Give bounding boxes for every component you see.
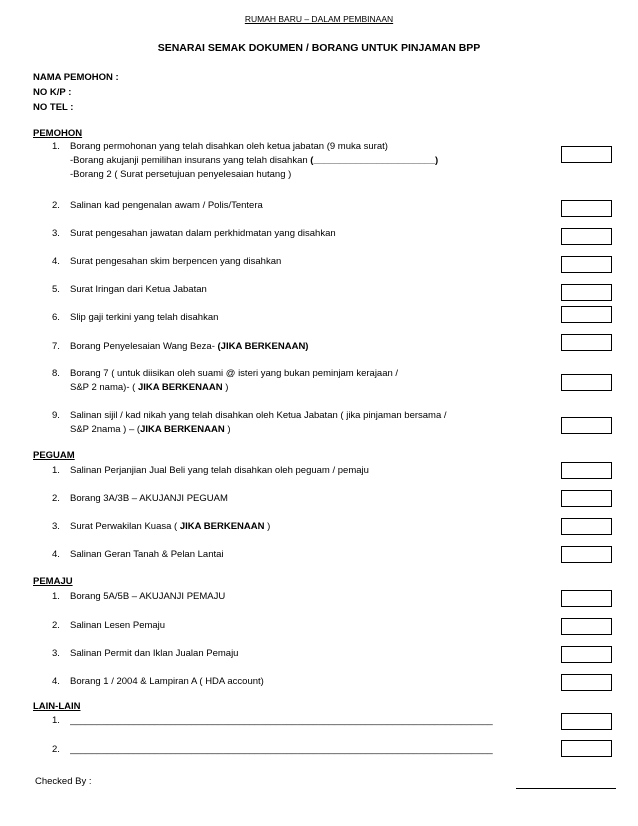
item-number: 2. (52, 493, 60, 504)
checkbox-pemohon-5[interactable] (561, 284, 612, 301)
item-text: Borang 1 / 2004 & Lampiran A ( HDA account) (70, 676, 264, 687)
item-text-bold: (JIKA BERKENAAN) (217, 341, 309, 352)
item-number: 1. (52, 141, 60, 152)
checkbox-lain-lain-1[interactable] (561, 713, 612, 730)
item-text: Surat pengesahan jawatan dalam perkhidmatan yang disahkan (70, 228, 336, 239)
item-text: ) (264, 521, 271, 532)
item-number: 1. (52, 465, 60, 476)
top-title: RUMAH BARU – DALAM PEMBINAAN (244, 14, 394, 24)
item-number: 3. (52, 648, 60, 659)
item-number: 1. (52, 591, 60, 602)
checkbox-pemohon-2[interactable] (561, 200, 612, 217)
item-text: Slip gaji terkini yang telah disahkan (70, 312, 219, 323)
item-number: 2. (52, 200, 60, 211)
item-number: 3. (52, 521, 60, 532)
item-text: S&P 2nama ) – ( (70, 424, 141, 435)
section-peguam-heading: PEGUAM (33, 450, 75, 461)
checked-by-label: Checked By : (35, 776, 92, 787)
checkbox-pemohon-1[interactable] (561, 146, 612, 163)
item-text: ) (224, 424, 231, 435)
item-number: 4. (52, 676, 60, 687)
item-number: 9. (52, 410, 60, 421)
item-text: Salinan Permit dan Iklan Jualan Pemaju (70, 648, 239, 659)
item-text: Borang Penyelesaian Wang Beza- (70, 341, 218, 352)
item-text: Salinan Geran Tanah & Pelan Lantai (70, 549, 224, 560)
item-text-bold: JIKA BERKENAAN (140, 424, 225, 435)
item-text: S&P 2 nama)- ( (70, 382, 138, 393)
item-text: Salinan sijil / kad nikah yang telah disahkan oleh Ketua Jabatan ( jika pinjaman bersama / (70, 410, 447, 421)
item-number: 2. (52, 744, 60, 755)
item-number: 2. (52, 620, 60, 631)
checkbox-peguam-3[interactable] (561, 518, 612, 535)
checkbox-pemohon-3[interactable] (561, 228, 612, 245)
item-text: Borang 7 ( untuk diisikan oleh suami @ isteri yang bukan peminjam kerajaan / (70, 368, 399, 379)
checkbox-pemohon-7[interactable] (561, 334, 612, 351)
item-text: Salinan kad pengenalan awam / Polis/Tentera (70, 200, 263, 211)
item-text-bold: (_______________________) (310, 155, 439, 166)
item-number: 7. (52, 341, 60, 352)
item-text: Borang permohonan yang telah disahkan oleh ketua jabatan (9 muka surat) (70, 141, 388, 152)
item-text: Borang 5A/5B – AKUJANJI PEMAJU (70, 591, 226, 602)
ic-label: NO K/P : (33, 87, 72, 98)
applicant-info (33, 70, 119, 115)
checkbox-peguam-1[interactable] (561, 462, 612, 479)
item-text: Borang 3A/3B – AKUJANJI PEGUAM (70, 493, 228, 504)
item-text: Surat Perwakilan Kuasa ( (70, 521, 180, 532)
checkbox-pemaju-1[interactable] (561, 590, 612, 607)
section-pemohon-heading: PEMOHON (33, 128, 83, 139)
blank-line[interactable]: ________________________________________________________________________________ (70, 715, 493, 726)
signature-line[interactable] (516, 788, 616, 789)
item-text: -Borang 2 ( Surat persetujuan penyelesaian hutang ) (70, 169, 292, 180)
checkbox-pemohon-8[interactable] (561, 374, 612, 391)
name-label: NAMA PEMOHON : (33, 72, 119, 83)
checkbox-peguam-4[interactable] (561, 546, 612, 563)
item-number: 1. (52, 715, 60, 726)
checkbox-pemohon-9[interactable] (561, 417, 612, 434)
item-number: 5. (52, 284, 60, 295)
tel-label: NO TEL : (33, 102, 74, 113)
item-number: 8. (52, 368, 60, 379)
item-number: 3. (52, 228, 60, 239)
item-text: Salinan Perjanjian Jual Beli yang telah disahkan oleh peguam / pemaju (70, 465, 369, 476)
checkbox-lain-lain-2[interactable] (561, 740, 612, 757)
checkbox-pemaju-3[interactable] (561, 646, 612, 663)
main-title: SENARAI SEMAK DOKUMEN / BORANG UNTUK PINJAMAN BPP (157, 42, 481, 54)
item-number: 4. (52, 256, 60, 267)
item-text: Salinan Lesen Pemaju (70, 620, 166, 631)
checkbox-peguam-2[interactable] (561, 490, 612, 507)
item-text: -Borang akujanji pemilihan insurans yang telah disahkan (70, 155, 311, 166)
blank-line[interactable]: ________________________________________________________________________________ (70, 744, 493, 755)
item-text: Surat pengesahan skim berpencen yang disahkan (70, 256, 282, 267)
item-text-bold: JIKA BERKENAAN (137, 382, 223, 393)
item-number: 4. (52, 549, 60, 560)
checkbox-pemaju-2[interactable] (561, 618, 612, 635)
checkbox-pemohon-6[interactable] (561, 306, 612, 323)
checkbox-pemaju-4[interactable] (561, 674, 612, 691)
checkbox-pemohon-4[interactable] (561, 256, 612, 273)
item-text: ) (222, 382, 229, 393)
item-text: Surat Iringan dari Ketua Jabatan (70, 284, 207, 295)
section-pemaju-heading: PEMAJU (33, 576, 73, 587)
item-number: 6. (52, 312, 60, 323)
section-lain-lain-heading: LAIN-LAIN (33, 701, 81, 712)
item-text-bold: JIKA BERKENAAN (179, 521, 265, 532)
